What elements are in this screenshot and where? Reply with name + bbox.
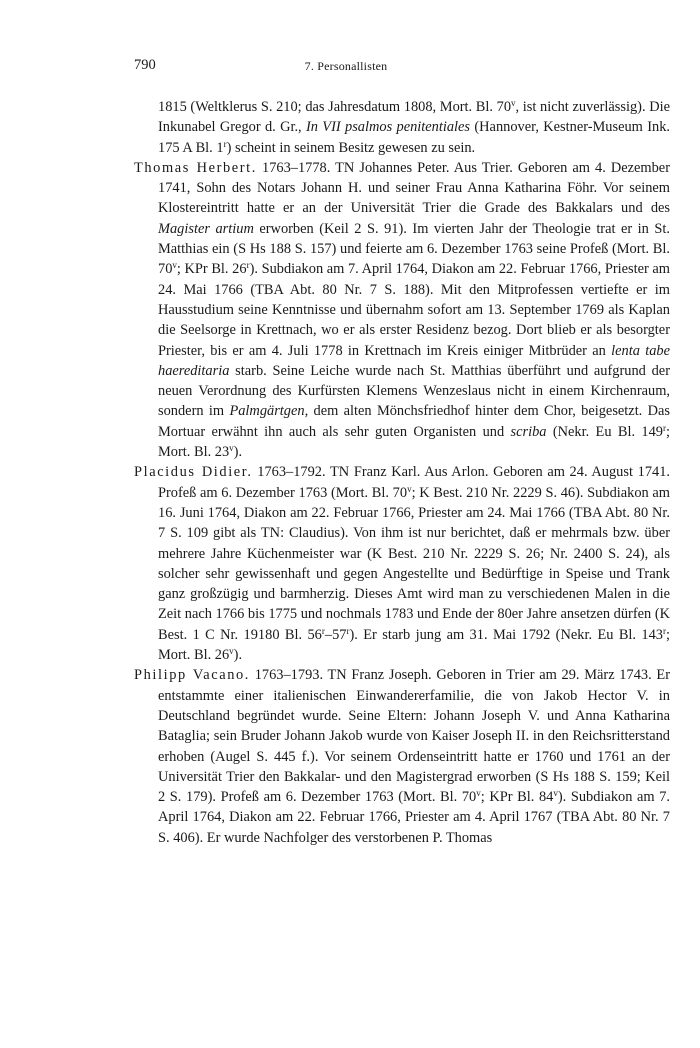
entry-name: Thomas Herbert. <box>134 159 257 176</box>
entry-didier: Placidus Didier. 1763–1792. TN Franz Karl. Aus Arlon. Geboren am 24. August 1741. Profeß am 6. Dezember 1763 (Mort. Bl. 70$^v$; K Best. 210 Nr. 2229 S. 46). Subdiakon am 16. Juni 1764, Diakon am 22. Februar 1766, Priester am 24. Mai 1766 (TBA Abt. 80 Nr. 7 S. 109 gibt als TN: Claudius). Von ihm ist nur berichtet, daß er mehrmals bzw. über mehrere Jahre Küchenmeister war (K Best. 210 Nr. 2229 S. 26; Nr. 2400 S. 24), als solcher sehr gewissenhaft und gegen Angestellte und Bedürftige in Speise und Trank ganz großzügig und barmherzig. Dieses Amt wird man zu verschiedenen Malen in die Zeit nach 1766 bis 1775 und nochmals 1783 und Ende der 80er Jahre ansetzen dürfen (K Best. 1 C Nr. 19180 Bl. 56$^r$–57$^r$). Er starb jung am 31. Mai 1792 (Nekr. Eu Bl. 143$^r$; Mort. Bl. 26$^v$). <box>134 464 670 664</box>
text-body <box>134 97 670 848</box>
page-number: 790 <box>134 57 156 73</box>
entry-herbert: Thomas Herbert. 1763–1778. TN Johannes Peter. Aus Trier. Geboren am 4. Dezember 1741, Sohn des Notars Johann H. und seiner Frau Anna Katharina Föhr. Vor seinem Klostereintritt hatte er an der Universität Trier die Grade des Bakkalars und des Magister artium erworben (Keil 2 S. 91). Im vierten Jahr der Theologie trat er in St. Matthias ein (S Hs 188 S. 157) und feierte am 6. Dezember 1763 seine Profeß (Mort. Bl. 70$^v$; KPr Bl. 26$^r$). Subdiakon am 7. April 1764, Diakon am 22. Februar 1766, Priester am 24. Mai 1766 (TBA Abt. 80 Nr. 7 S. 188). Mit den Mitprofessen vertiefte er im Hausstudium seine Kenntnisse und übernahm sofort am 13. September 1769 als Kaplan die Seelsorge in Krettnach, wo er als erster Residenz bezog. Dort blieb er als besorgter Priester, bis er am 4. Juli 1778 in Krettnach im Kreis einiger Mitbrüder an lenta tabe haereditaria starb. Seine Leiche wurde nach St. Matthias überführt und aufgrund der neuen Verordnung des Kurfürsten Klemens Wenzeslaus nicht in einem Kirchenraum, sondern im Palmgärtgen, dem alten Mönchsfriedhof hinter dem Chor, beigesetzt. Das Mortuar erwähnt ihn auch als sehr guten Organisten und scriba (Nekr. Eu Bl. 149$^r$; Mort. Bl. 23$^v$). <box>134 159 671 461</box>
entry-name: Placidus Didier. <box>134 464 253 481</box>
page-header <box>134 57 558 77</box>
running-head: 7. Personallisten <box>304 59 388 73</box>
entry-vacano: Philipp Vacano. 1763–1793. TN Franz Joseph. Geboren in Trier am 29. März 1743. Er entstammte einer italienischen Einwandererfamilie, die von Jakob Hector V. in Deutschland begründet wurde. Seine Eltern: Johann Joseph V. und Anna Katharina Bataglia; sein Bruder Johann Jakob wurde von Kaiser Joseph II. in den Reichsritterstand erhoben (Augel S. 445 f.). Vor seinem Ordenseintritt hatte er 1760 und 1761 an der Universität Trier den Bakkalar- und den Magistergrad erworben (S Hs 188 S. 159; Keil 2 S. 179). Profeß am 6. Dezember 1763 (Mort. Bl. 70$^v$; KPr Bl. 84$^v$). Subdiakon am 7. April 1764, Diakon am 22. Februar 1766, Priester am 4. April 1767 (TBA Abt. 80 Nr. 7 S. 406). Er wurde Nachfolger des verstorbenen P. Thomas <box>134 667 670 846</box>
work-title: In VII psalmos penitentiales <box>305 119 471 136</box>
entry-name: Philipp Vacano. <box>134 667 250 684</box>
continuation-paragraph: 1815 (Weltklerus S. 210; das Jahresdatum 1808, Mort. Bl. 70$^v$, ist nicht zuverlässig). Die Inkunabel Gregor d. Gr., In VII psalmos penitentiales (Hannover, Kestner-Museum Ink. 175 A Bl. 1$^r$) scheint in seinem Besitz gewesen zu sein. <box>158 98 670 156</box>
